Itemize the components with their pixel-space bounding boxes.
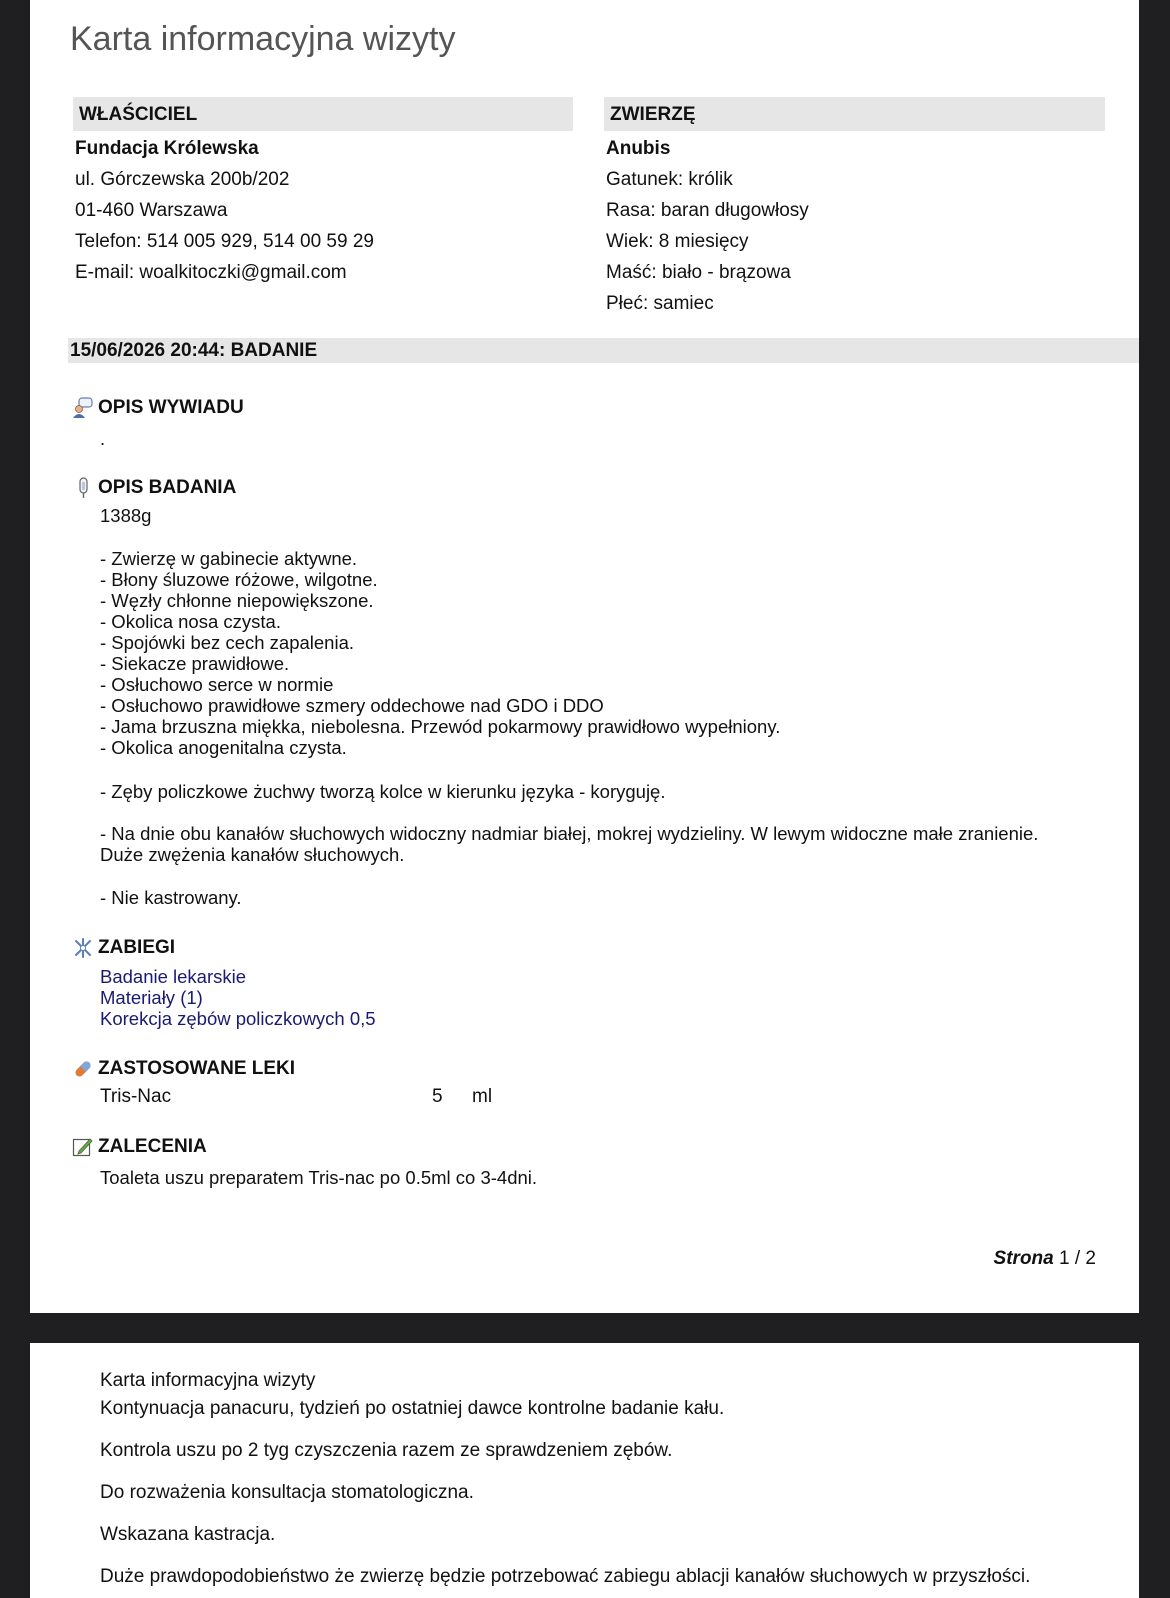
page2-running-title: Karta informacyjna wizyty — [100, 1370, 316, 1391]
exam-finding: - Węzły chłonne niepowiększone. — [100, 590, 374, 611]
interview-section-header — [72, 397, 244, 419]
drug-unit: ml — [472, 1086, 493, 1107]
animal-info — [606, 133, 809, 319]
owner-header: WŁAŚCICIEL — [73, 97, 573, 131]
document-page-2 — [30, 1343, 1139, 1598]
page-number — [994, 1248, 1096, 1270]
exam-finding: - Jama brzuszna miękka, niebolesna. Przewód pokarmowy prawidłowo wypełniony. — [100, 716, 781, 737]
owner-name: Fundacja Królewska — [75, 138, 259, 159]
exam-section-header — [72, 477, 236, 499]
page2-line: Kontrola uszu po 2 tyg czyszczenia razem ze sprawdzeniem zębów. — [100, 1440, 673, 1461]
document-page-1 — [30, 0, 1139, 1313]
animal-color: Maść: biało - brązowa — [606, 262, 791, 283]
owner-city: 01-460 Warszawa — [75, 200, 228, 221]
animal-header: ZWIERZĘ — [604, 97, 1105, 131]
owner-info — [75, 133, 374, 288]
exam-teeth-note: - Zęby policzkowe żuchwy tworzą kolce w kierunku języka - koryguję. — [100, 781, 666, 802]
animal-breed: Rasa: baran długowłosy — [606, 200, 809, 221]
procedure-item: Korekcja zębów policzkowych 0,5 — [100, 1008, 376, 1029]
exam-finding: - Okolica nosa czysta. — [100, 611, 281, 632]
document-title: Karta informacyjna wizyty — [70, 20, 456, 58]
exam-finding: - Osłuchowo prawidłowe szmery oddechowe nad GDO i DDO — [100, 695, 604, 716]
visit-header: 15/06/2026 20:44: BADANIE — [68, 338, 1139, 363]
exam-title: OPIS BADANIA — [98, 477, 237, 498]
exam-finding: - Błony śluzowe różowe, wilgotne. — [100, 569, 378, 590]
exam-findings-list — [100, 548, 780, 758]
drugs-section-header — [72, 1058, 295, 1080]
recommendations-icon — [72, 1136, 94, 1158]
animal-species: Gatunek: królik — [606, 169, 733, 190]
page-label: Strona — [993, 1248, 1054, 1269]
recommendations-text: Toaleta uszu preparatem Tris-nac po 0.5ml co 3-4dni. — [100, 1167, 538, 1188]
exam-ears-line: Duże zwężenia kanałów słuchowych. — [100, 844, 405, 865]
page2-line: Kontynuacja panacuru, tydzień po ostatniej dawce kontrolne badanie kału. — [100, 1398, 725, 1419]
exam-ears-line: - Na dnie obu kanałów słuchowych widoczny nadmiar białej, mokrej wydzieliny. W lewym widoczne małe zranienie. — [100, 823, 1039, 844]
drugs-title: ZASTOSOWANE LEKI — [98, 1058, 296, 1079]
page2-content — [100, 1370, 1030, 1588]
procedures-list — [100, 966, 376, 1029]
exam-weight: 1388g — [100, 505, 152, 526]
exam-finding: - Okolica anogenitalna czysta. — [100, 737, 347, 758]
procedures-icon — [72, 937, 94, 959]
procedure-item: Materiały (1) — [100, 987, 203, 1008]
page2-line: Duże prawdopodobieństwo że zwierzę będzie potrzebować zabiegu ablacji kanałów słuchowych w przyszłości. — [100, 1566, 1031, 1587]
owner-email: E-mail: woalkitoczki@gmail.com — [75, 262, 347, 283]
exam-finding: - Siekacze prawidłowe. — [100, 653, 290, 674]
recommendations-section-header — [72, 1136, 207, 1158]
animal-name: Anubis — [606, 138, 671, 159]
owner-phone: Telefon: 514 005 929, 514 00 59 29 — [75, 231, 374, 252]
exam-finding: - Spojówki bez cech zapalenia. — [100, 632, 355, 653]
drug-amount: 5 — [432, 1086, 443, 1107]
exam-ears-note — [100, 823, 1038, 865]
exam-castration-note: - Nie kastrowany. — [100, 887, 242, 908]
owner-address: ul. Górczewska 200b/202 — [75, 169, 290, 190]
animal-age: Wiek: 8 miesięcy — [606, 231, 749, 252]
interview-text: . — [100, 428, 106, 449]
animal-sex: Płeć: samiec — [606, 293, 714, 314]
procedures-section-header — [72, 937, 175, 959]
interview-title: OPIS WYWIADU — [98, 397, 244, 418]
page2-line: Wskazana kastracja. — [100, 1524, 276, 1545]
procedure-item: Badanie lekarskie — [100, 966, 247, 987]
exam-finding: - Zwierzę w gabinecie aktywne. — [100, 548, 358, 569]
page2-line: Do rozważenia konsultacja stomatologiczna. — [100, 1482, 474, 1503]
exam-icon — [72, 477, 94, 499]
drug-name: Tris-Nac — [100, 1086, 172, 1107]
drugs-icon — [72, 1058, 94, 1080]
page-count: 1 / 2 — [1059, 1248, 1096, 1269]
exam-finding: - Osłuchowo serce w normie — [100, 674, 334, 695]
recommendations-title: ZALECENIA — [98, 1136, 207, 1157]
procedures-title: ZABIEGI — [98, 937, 176, 958]
interview-icon — [72, 397, 94, 419]
